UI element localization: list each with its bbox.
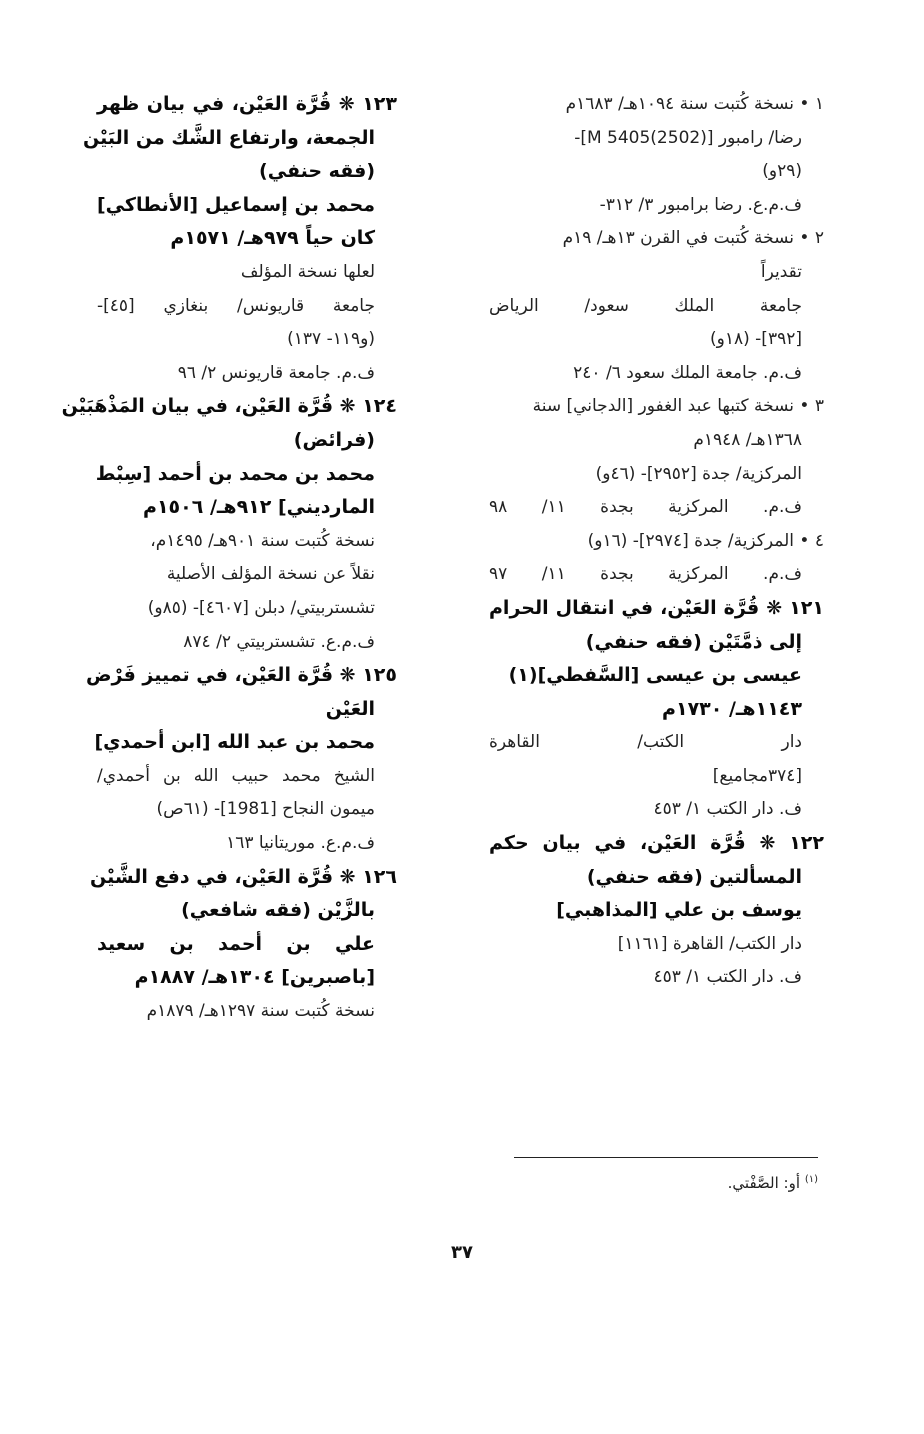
entry-heading-line: يوسف بن علي [المذاهبي] xyxy=(556,899,802,922)
entry-detail-line: ف.م.ع. رضا برامبور ٣/ ٣١٢- xyxy=(599,194,802,215)
entry-heading-line: ١٢٥ ❋ قُرَّة العَيْن، في تمييز فَرْض xyxy=(85,664,397,687)
entry-heading-line: العَيْن xyxy=(325,697,375,720)
entry-detail-line: لعلها نسخة المؤلف xyxy=(240,261,375,282)
entry-detail-line: ف.م.ع. موريتانيا ١٦٣ xyxy=(226,833,375,854)
entry-detail-line: الشيخ محمد حبيب الله بن أحمدي/ xyxy=(97,765,375,786)
entry-detail-line: نسخة كُتبت سنة ١٢٩٧هـ/ ١٨٧٩م xyxy=(146,1001,375,1022)
entry-heading-line: إلى ذمَّتَيْن (فقه حنفي) xyxy=(585,630,802,653)
entry-detail-line: ١٣٦٨هـ/ ١٩٤٨م xyxy=(693,429,802,450)
entry-heading-line: محمد بن إسماعيل [الأنطاكي] xyxy=(97,193,375,216)
entry-detail-line: (٢٩و) xyxy=(762,161,802,182)
entry-detail-line: جامعة الملك سعود/ الرياض xyxy=(489,295,802,316)
entry-detail-line: ١ • نسخة كُتبت سنة ١٠٩٤هـ/ ١٦٨٣م xyxy=(565,94,824,114)
entry-detail-line: ف.م.ع. تشستربيتي ٢/ ٨٧٤ xyxy=(183,631,375,652)
page-number: ٣٧ xyxy=(451,1242,473,1263)
entry-detail-line: جامعة قاريونس/ بنغازي [٤٥]- xyxy=(97,295,375,316)
entry-detail-line: دار الكتب/ القاهرة [١١٦١] xyxy=(617,933,802,954)
entry-heading-line: المسألتين (فقه حنفي) xyxy=(586,865,802,888)
entry-heading-line: (فرائض) xyxy=(293,428,375,451)
footnote-text: أو: الصَّفْتي. xyxy=(727,1174,801,1192)
footnote-marker: (١) xyxy=(804,1174,818,1185)
entry-heading-line: ١٢٤ ❋ قُرَّة العَيْن، في بيان المَذْهَبَيْن xyxy=(61,395,397,418)
entry-heading-line: (فقه حنفي) xyxy=(259,160,375,183)
left-column xyxy=(61,88,397,1029)
entry-detail-line: ٢ • نسخة كُتبت في القرن ١٣هـ/ ١٩م xyxy=(562,228,824,249)
entry-heading-line: ١٢٢ ❋ قُرَّة العَيْن، في بيان حكم xyxy=(489,832,824,855)
entry-detail-line: المركزية/ جدة [٢٩٥٢]- (٤٦و) xyxy=(595,463,802,484)
entry-detail-line: ف. دار الكتب ١/ ٤٥٣ xyxy=(653,967,802,988)
entry-detail-line: [٣٧٤مجاميع] xyxy=(712,765,802,786)
entry-heading-line: ١٢١ ❋ قُرَّة العَيْن، في انتقال الحرام xyxy=(489,596,824,619)
entry-heading-line: كان حياً ٩٧٩هـ/ ١٥٧١م xyxy=(170,227,375,250)
entry-detail-line: ميمون النجاح [1981]- (٦١ص) xyxy=(156,799,375,820)
entry-detail-line: ف.م. جامعة قاريونس ٢/ ٩٦ xyxy=(177,362,375,383)
entry-detail-line: ٣ • نسخة كتبها عبد الغفور [الدجاني] سنة xyxy=(532,396,824,417)
entry-heading-line: محمد بن محمد بن أحمد [سِبْط xyxy=(95,462,375,485)
entry-heading-line: المارديني] ٩١٢هـ/ ١٥٠٦م xyxy=(143,496,375,519)
entry-detail-line: ف.م. المركزية بجدة ١١/ ٩٨ xyxy=(489,497,802,518)
entry-heading-line: عيسى بن عيسى [السَّفطي](١) xyxy=(508,664,802,687)
entry-heading-line: علي بن أحمد بن سعيد xyxy=(97,932,375,955)
footnote-separator xyxy=(514,1157,818,1158)
entry-heading-line: ١١٤٣هـ/ ١٧٣٠م xyxy=(662,697,802,720)
right-column xyxy=(489,88,824,995)
entry-detail-line: رضا/ رامبور [M 5405(2502)]- xyxy=(574,127,802,148)
entry-detail-line: نقلاً عن نسخة المؤلف الأصلية xyxy=(166,564,375,585)
entry-detail-line: ف.م. جامعة الملك سعود ٦/ ٢٤٠ xyxy=(573,362,802,383)
entry-detail-line: (و١١٩- ١٣٧) xyxy=(287,329,375,350)
entry-heading-line: بالزَّيْن (فقه شافعي) xyxy=(181,899,375,922)
entry-detail-line: ف. دار الكتب ١/ ٤٥٣ xyxy=(653,799,802,820)
entry-heading-line: ١٢٣ ❋ قُرَّة العَيْن، في بيان ظهر xyxy=(97,93,397,115)
footnote xyxy=(728,1174,818,1192)
entry-detail-line: [٣٩٢]- (١٨و) xyxy=(710,329,802,350)
entry-heading-line: الجمعة، وارتفاع الشَّك من البَيْن xyxy=(83,126,375,149)
entry-detail-line: ٤ • المركزية/ جدة [٢٩٧٤]- (١٦و) xyxy=(587,530,824,551)
entry-detail-line: تشستربيتي/ دبلن [٤٦٠٧]- (٨٥و) xyxy=(147,597,375,618)
entry-detail-line: دار الكتب/ القاهرة xyxy=(489,732,802,753)
entry-heading-line: [باصبرين] ١٣٠٤هـ/ ١٨٨٧م xyxy=(134,966,375,989)
entry-heading-line: ١٢٦ ❋ قُرَّة العَيْن، في دفع الشَّيْن xyxy=(90,865,397,888)
entry-heading-line: محمد بن عبد الله [ابن أحمدي] xyxy=(94,731,375,754)
entry-detail-line: ف.م. المركزية بجدة ١١/ ٩٧ xyxy=(489,564,802,585)
entry-detail-line: تقديراً xyxy=(760,261,802,282)
entry-detail-line: نسخة كُتبت سنة ٩٠١هـ/ ١٤٩٥م، xyxy=(150,530,375,551)
